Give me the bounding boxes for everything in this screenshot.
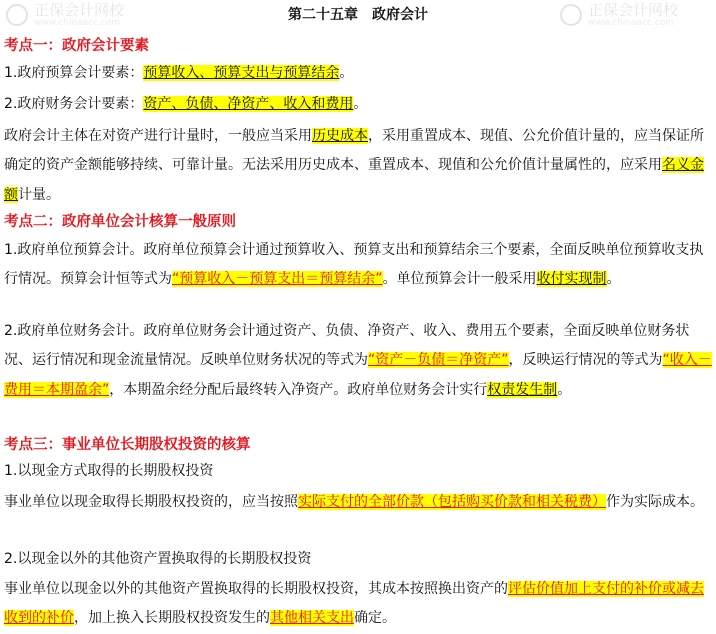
section-2-paragraph-2: 2.政府单位财务会计。政府单位财务会计通过资产、负债、净资产、收入、费用五个要素，全面反映单位财务状况、运行情况和现金流量情况。反映单位财务状况的等式为“资产－负债＝净资产”，反映运行情况的等式为“收入－费用＝本期盈余”，本期盈余经分配后最终转入净资产。政府单位财务会计实行权责发生制。 <box>4 323 712 398</box>
section-3-paragraph-2: 事业单位以现金以外的其他资产置换取得的长期股权投资，其成本按照换出资产的评估价值加上支付的补价或减去收到的补价，加上换入长期股权投资发生的其他相关支出确定。 <box>4 581 704 627</box>
section-2-heading: 考点二：政府单位会计核算一般原则 <box>4 214 236 230</box>
section-3-subheading-1: 1.以现金方式取得的长期股权投资 <box>4 463 214 479</box>
section-3-subheading-2: 2.以现金以外的其他资产置换取得的长期股权投资 <box>4 551 312 567</box>
watermark-left: 正保会计网校 www.chinaacc.com <box>6 2 124 28</box>
chapter-title: 第二十五章 政府会计 <box>288 7 428 23</box>
section-1-heading: 考点一：政府会计要素 <box>4 38 149 54</box>
section-3-paragraph-1: 事业单位以现金取得长期股权投资的，应当按照实际支付的全部价款（包括购买价款和相关税费）作为实际成本。 <box>4 494 704 510</box>
section-1-paragraph: 政府会计主体在对资产进行计量时，一般应当采用历史成本，采用重置成本、现值、公允价值计量的，应当保证所确定的资产金额能够持续、可靠计量。无法采用历史成本、重置成本、现值和公允价值计量属性的，应采用名义金额计量。 <box>4 128 704 203</box>
section-2-paragraph-1: 1.政府单位预算会计。政府单位预算会计通过预算收入、预算支出和预算结余三个要素，全面反映单位预算收支执行情况。预算会计恒等式为“预算收入－预算支出＝预算结余”。单位预算会计一般采用收付实现制。 <box>4 242 704 288</box>
section-1-line-1: 1.政府预算会计要素：预算收入、预算支出与预算结余。 <box>4 65 354 81</box>
watermark-right: 正保会计网校 www.chinaacc.com <box>560 2 678 28</box>
section-3-heading: 考点三：事业单位长期股权投资的核算 <box>4 437 251 453</box>
section-1-line-2: 2.政府财务会计要素：资产、负债、净资产、收入和费用。 <box>4 96 368 112</box>
